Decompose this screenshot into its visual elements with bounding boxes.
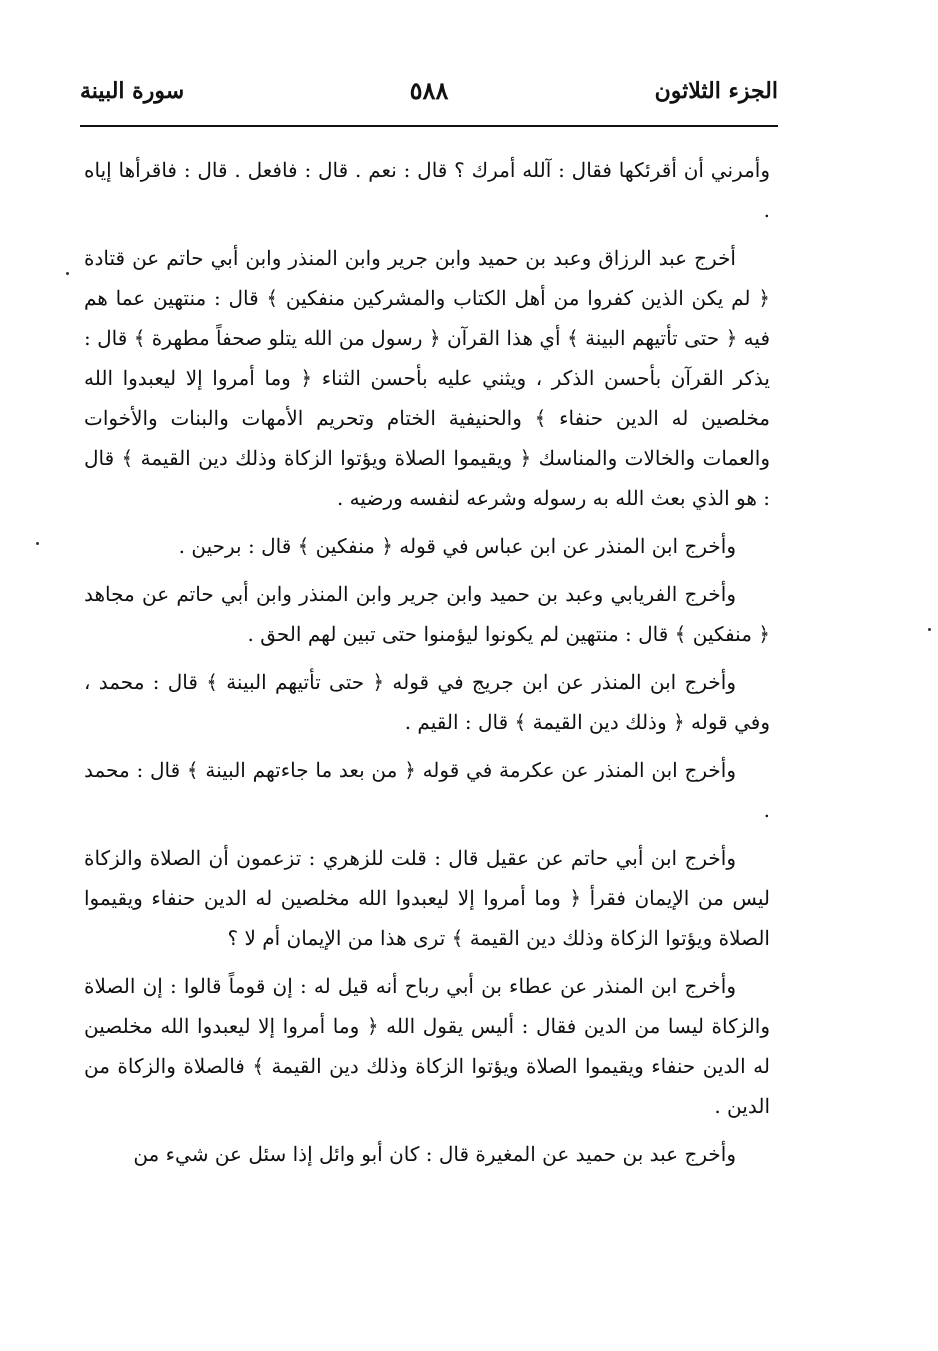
paragraph: وأمرني أن أقرئكها فقال : آلله أمرك ؟ قال : نعم . قال : فافعل . قال : فاقرأها إياه . (84, 158, 770, 222)
paragraph: وأخرج عبد بن حميد عن المغيرة قال : كان أبو وائل إذا سئل عن شيء من (133, 1142, 736, 1166)
header-divider (80, 125, 778, 127)
paragraph: وأخرج الفريابي وعبد بن حميد وابن جرير وابن المنذر وابن أبي حاتم عن مجاهد ﴿ منفكين ﴾ قال : منتهين لم يكونوا ليؤمنوا حتى تبين لهم الحق . (84, 582, 770, 646)
juz-label: الجزء الثلاثون (654, 78, 778, 104)
paragraph: وأخرج ابن المنذر عن عطاء بن أبي رباح أنه قيل له : إن قوماً قالوا : إن الصلاة والزكاة ليسا من الدين فقال : أليس يقول الله ﴿ وما أمروا إلا ليعبدوا الله مخلصين له الدين حنفاء ويقيموا الصلاة ويؤتوا الزكاة وذلك دين القيمة ﴾ فالصلاة والزكاة من الدين . (84, 974, 770, 1118)
paragraph: وأخرج ابن المنذر عن عكرمة في قوله ﴿ من بعد ما جاءتهم البينة ﴾ قال : محمد . (84, 758, 770, 822)
page-header (80, 70, 778, 116)
paragraph: وأخرج ابن المنذر عن ابن جريج في قوله ﴿ حتى تأتيهم البينة ﴾ قال : محمد ، وفي قوله ﴿ وذلك دين القيمة ﴾ قال : القيم . (84, 670, 770, 734)
paragraph: أخرج عبد الرزاق وعبد بن حميد وابن جرير وابن المنذر وابن أبي حاتم عن قتادة ﴿ لم يكن الذين كفروا من أهل الكتاب والمشركين منفكين ﴾ قال : منتهين عما هم فيه ﴿ حتى تأتيهم البينة ﴾ أي هذا القرآن ﴿ رسول من الله يتلو صحفاً مطهرة ﴾ قال : يذكر القرآن بأحسن الذكر ، ويثني عليه بأحسن الثناء ﴿ وما أمروا إلا ليعبدوا الله مخلصين له الدين حنفاء ﴾ والحنيفية الختام وتحريم الأمهات والبنات والأخوات والعمات والخالات والمناسك ﴿ ويقيموا الصلاة ويؤتوا الزكاة وذلك دين القيمة ﴾ قال : هو الذي بعث الله به رسوله وشرعه لنفسه ورضيه . (84, 246, 770, 510)
paragraph: وأخرج ابن أبي حاتم عن عقيل قال : قلت للزهري : تزعمون أن الصلاة والزكاة ليس من الإيمان فقرأ ﴿ وما أمروا إلا ليعبدوا الله مخلصين له الدين حنفاء ويقيموا الصلاة ويؤتوا الزكاة وذلك دين القيمة ﴾ ترى هذا من الإيمان أم لا ؟ (84, 846, 770, 950)
scan-speck (66, 272, 69, 275)
paragraph: وأخرج ابن المنذر عن ابن عباس في قوله ﴿ منفكين ﴾ قال : برحين . (178, 534, 736, 558)
body-text (84, 150, 770, 1182)
scan-speck (928, 628, 931, 631)
surah-label: سورة البينة (80, 78, 185, 104)
scan-speck (36, 542, 39, 545)
page-number: ٥٨٨ (409, 76, 449, 105)
